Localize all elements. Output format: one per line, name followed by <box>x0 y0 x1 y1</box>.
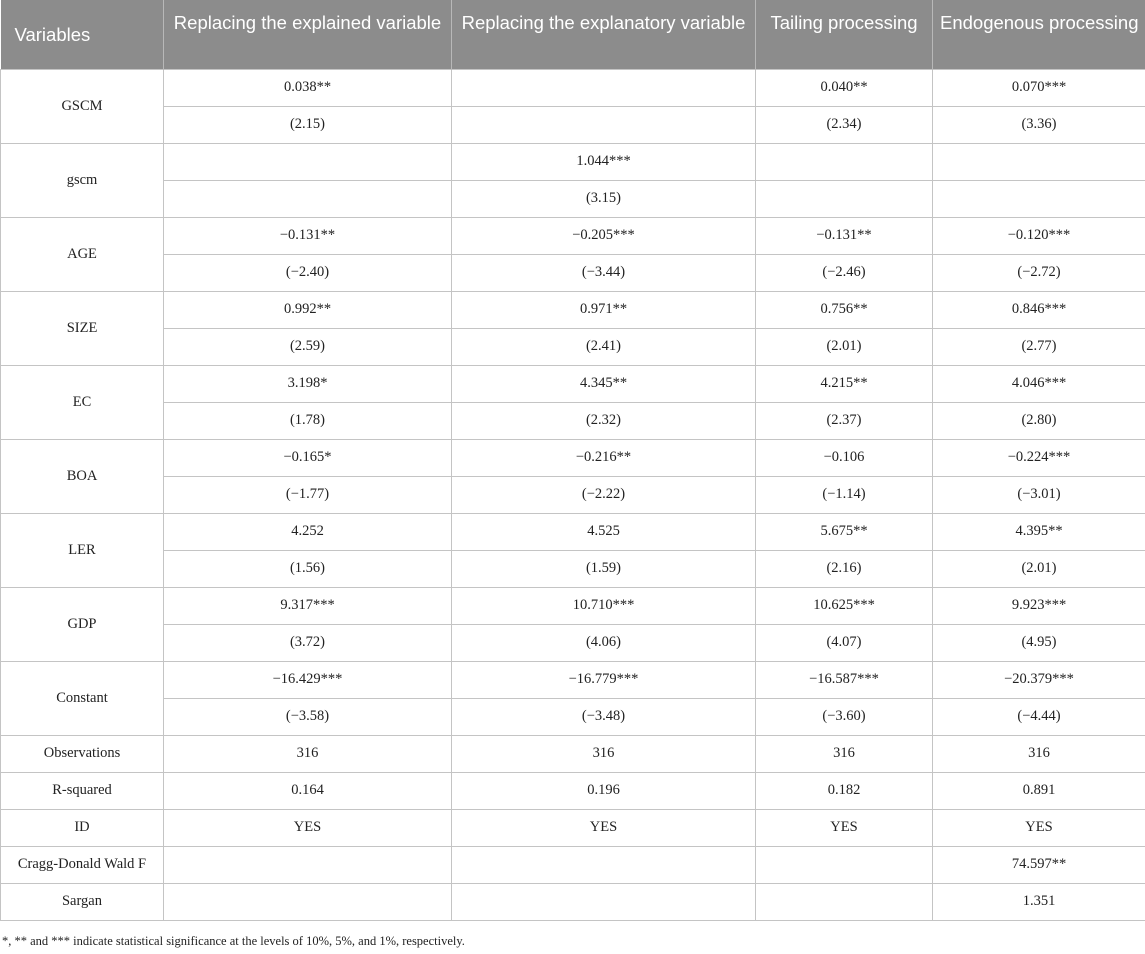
t-statistic-cell <box>756 180 933 217</box>
header-replacing-explained: Replacing the explained variable <box>164 0 452 69</box>
t-statistic-cell: (−2.46) <box>756 254 933 291</box>
coefficient-cell <box>933 143 1145 180</box>
statistic-value-cell <box>452 846 756 883</box>
coefficient-cell: 4.395** <box>933 513 1145 550</box>
variable-name-cell: LER <box>1 513 164 587</box>
coefficient-cell: 1.044*** <box>452 143 756 180</box>
t-statistic-cell: (−3.48) <box>452 698 756 735</box>
table-row <box>1 809 1145 846</box>
coefficient-cell: 0.971** <box>452 291 756 328</box>
table-row <box>1 476 1145 513</box>
table-row <box>1 69 1145 106</box>
statistic-name-cell: ID <box>1 809 164 846</box>
table-row <box>1 328 1145 365</box>
header-tailing-processing: Tailing processing <box>756 0 933 69</box>
statistic-value-cell: 0.891 <box>933 772 1145 809</box>
statistic-value-cell: 316 <box>756 735 933 772</box>
t-statistic-cell: (2.01) <box>756 328 933 365</box>
t-statistic-cell: (1.56) <box>164 550 452 587</box>
table-row <box>1 217 1145 254</box>
coefficient-cell: 3.198* <box>164 365 452 402</box>
t-statistic-cell: (2.15) <box>164 106 452 143</box>
table-footnote: *, ** and *** indicate statistical significance at the levels of 10%, 5%, and 1%, respectively. <box>2 934 465 948</box>
coefficient-cell: 5.675** <box>756 513 933 550</box>
coefficient-cell: 9.923*** <box>933 587 1145 624</box>
statistic-value-cell: YES <box>452 809 756 846</box>
t-statistic-cell: (1.59) <box>452 550 756 587</box>
t-statistic-cell: (−1.77) <box>164 476 452 513</box>
t-statistic-cell: (−2.72) <box>933 254 1145 291</box>
table-row <box>1 550 1145 587</box>
table-row <box>1 402 1145 439</box>
statistic-value-cell: 0.164 <box>164 772 452 809</box>
statistic-name-cell: R-squared <box>1 772 164 809</box>
coefficient-cell: 0.040** <box>756 69 933 106</box>
t-statistic-cell: (3.15) <box>452 180 756 217</box>
table-row <box>1 143 1145 180</box>
coefficient-cell: −0.106 <box>756 439 933 476</box>
table-row <box>1 698 1145 735</box>
table-row <box>1 254 1145 291</box>
statistic-name-cell: Cragg-Donald Wald F <box>1 846 164 883</box>
t-statistic-cell: (2.37) <box>756 402 933 439</box>
header-replacing-explanatory: Replacing the explanatory variable <box>452 0 756 69</box>
table-row <box>1 513 1145 550</box>
coefficient-cell: −0.205*** <box>452 217 756 254</box>
t-statistic-cell: (−3.44) <box>452 254 756 291</box>
coefficient-cell: −0.165* <box>164 439 452 476</box>
t-statistic-cell: (2.01) <box>933 550 1145 587</box>
t-statistic-cell <box>164 180 452 217</box>
coefficient-cell: −16.779*** <box>452 661 756 698</box>
variable-name-cell: GSCM <box>1 69 164 143</box>
coefficient-cell <box>756 143 933 180</box>
variable-name-cell: Constant <box>1 661 164 735</box>
coefficient-cell: 0.070*** <box>933 69 1145 106</box>
coefficient-cell: 4.252 <box>164 513 452 550</box>
t-statistic-cell: (4.07) <box>756 624 933 661</box>
header-variables: Variables <box>1 0 164 69</box>
t-statistic-cell: (2.80) <box>933 402 1145 439</box>
statistic-value-cell: 316 <box>452 735 756 772</box>
coefficient-cell: −16.587*** <box>756 661 933 698</box>
coefficient-cell: −0.216** <box>452 439 756 476</box>
statistic-value-cell <box>452 883 756 920</box>
t-statistic-cell: (2.16) <box>756 550 933 587</box>
table-header <box>1 0 1145 69</box>
coefficient-cell: −0.120*** <box>933 217 1145 254</box>
statistic-value-cell: YES <box>933 809 1145 846</box>
coefficient-cell: 0.756** <box>756 291 933 328</box>
table-row <box>1 587 1145 624</box>
statistic-value-cell: YES <box>756 809 933 846</box>
t-statistic-cell: (−2.40) <box>164 254 452 291</box>
t-statistic-cell: (2.77) <box>933 328 1145 365</box>
table-row <box>1 883 1145 920</box>
coefficient-cell: −0.224*** <box>933 439 1145 476</box>
coefficient-cell: 9.317*** <box>164 587 452 624</box>
variable-name-cell: AGE <box>1 217 164 291</box>
coefficient-cell: 0.038** <box>164 69 452 106</box>
statistic-value-cell: 74.597** <box>933 846 1145 883</box>
table-row <box>1 365 1145 402</box>
coefficient-cell: −0.131** <box>756 217 933 254</box>
table-row <box>1 439 1145 476</box>
statistic-name-cell: Sargan <box>1 883 164 920</box>
t-statistic-cell: (4.06) <box>452 624 756 661</box>
coefficient-cell: −0.131** <box>164 217 452 254</box>
table-row <box>1 846 1145 883</box>
t-statistic-cell: (4.95) <box>933 624 1145 661</box>
variable-name-cell: BOA <box>1 439 164 513</box>
t-statistic-cell: (−3.01) <box>933 476 1145 513</box>
variable-name-cell: GDP <box>1 587 164 661</box>
header-row <box>1 0 1145 69</box>
coefficient-cell: 0.846*** <box>933 291 1145 328</box>
t-statistic-cell <box>452 106 756 143</box>
table-row <box>1 624 1145 661</box>
table-row <box>1 291 1145 328</box>
t-statistic-cell: (1.78) <box>164 402 452 439</box>
t-statistic-cell: (2.41) <box>452 328 756 365</box>
statistic-value-cell: 316 <box>164 735 452 772</box>
variable-name-cell: gscm <box>1 143 164 217</box>
coefficient-cell: 10.625*** <box>756 587 933 624</box>
variable-name-cell: SIZE <box>1 291 164 365</box>
t-statistic-cell: (2.32) <box>452 402 756 439</box>
coefficient-cell: −16.429*** <box>164 661 452 698</box>
t-statistic-cell: (2.59) <box>164 328 452 365</box>
variable-name-cell: EC <box>1 365 164 439</box>
statistic-value-cell <box>164 883 452 920</box>
coefficient-cell: 4.525 <box>452 513 756 550</box>
statistic-value-cell: 0.196 <box>452 772 756 809</box>
coefficient-cell: 4.215** <box>756 365 933 402</box>
statistic-name-cell: Observations <box>1 735 164 772</box>
table-row <box>1 661 1145 698</box>
coefficient-cell: 4.345** <box>452 365 756 402</box>
coefficient-cell <box>452 69 756 106</box>
statistic-value-cell <box>756 846 933 883</box>
statistic-value-cell <box>164 846 452 883</box>
coefficient-cell: −20.379*** <box>933 661 1145 698</box>
table-row <box>1 772 1145 809</box>
coefficient-cell: 4.046*** <box>933 365 1145 402</box>
statistic-value-cell <box>756 883 933 920</box>
header-endogenous-processing: Endogenous processing <box>933 0 1145 69</box>
t-statistic-cell: (3.36) <box>933 106 1145 143</box>
table-row <box>1 735 1145 772</box>
t-statistic-cell <box>933 180 1145 217</box>
statistic-value-cell: 316 <box>933 735 1145 772</box>
t-statistic-cell: (−2.22) <box>452 476 756 513</box>
table-row <box>1 106 1145 143</box>
t-statistic-cell: (2.34) <box>756 106 933 143</box>
t-statistic-cell: (−3.60) <box>756 698 933 735</box>
coefficient-cell: 0.992** <box>164 291 452 328</box>
t-statistic-cell: (−1.14) <box>756 476 933 513</box>
t-statistic-cell: (3.72) <box>164 624 452 661</box>
t-statistic-cell: (−3.58) <box>164 698 452 735</box>
t-statistic-cell: (−4.44) <box>933 698 1145 735</box>
statistic-value-cell: YES <box>164 809 452 846</box>
coefficient-cell: 10.710*** <box>452 587 756 624</box>
coefficient-cell <box>164 143 452 180</box>
table-body <box>1 69 1145 920</box>
table-row <box>1 180 1145 217</box>
statistic-value-cell: 1.351 <box>933 883 1145 920</box>
statistic-value-cell: 0.182 <box>756 772 933 809</box>
